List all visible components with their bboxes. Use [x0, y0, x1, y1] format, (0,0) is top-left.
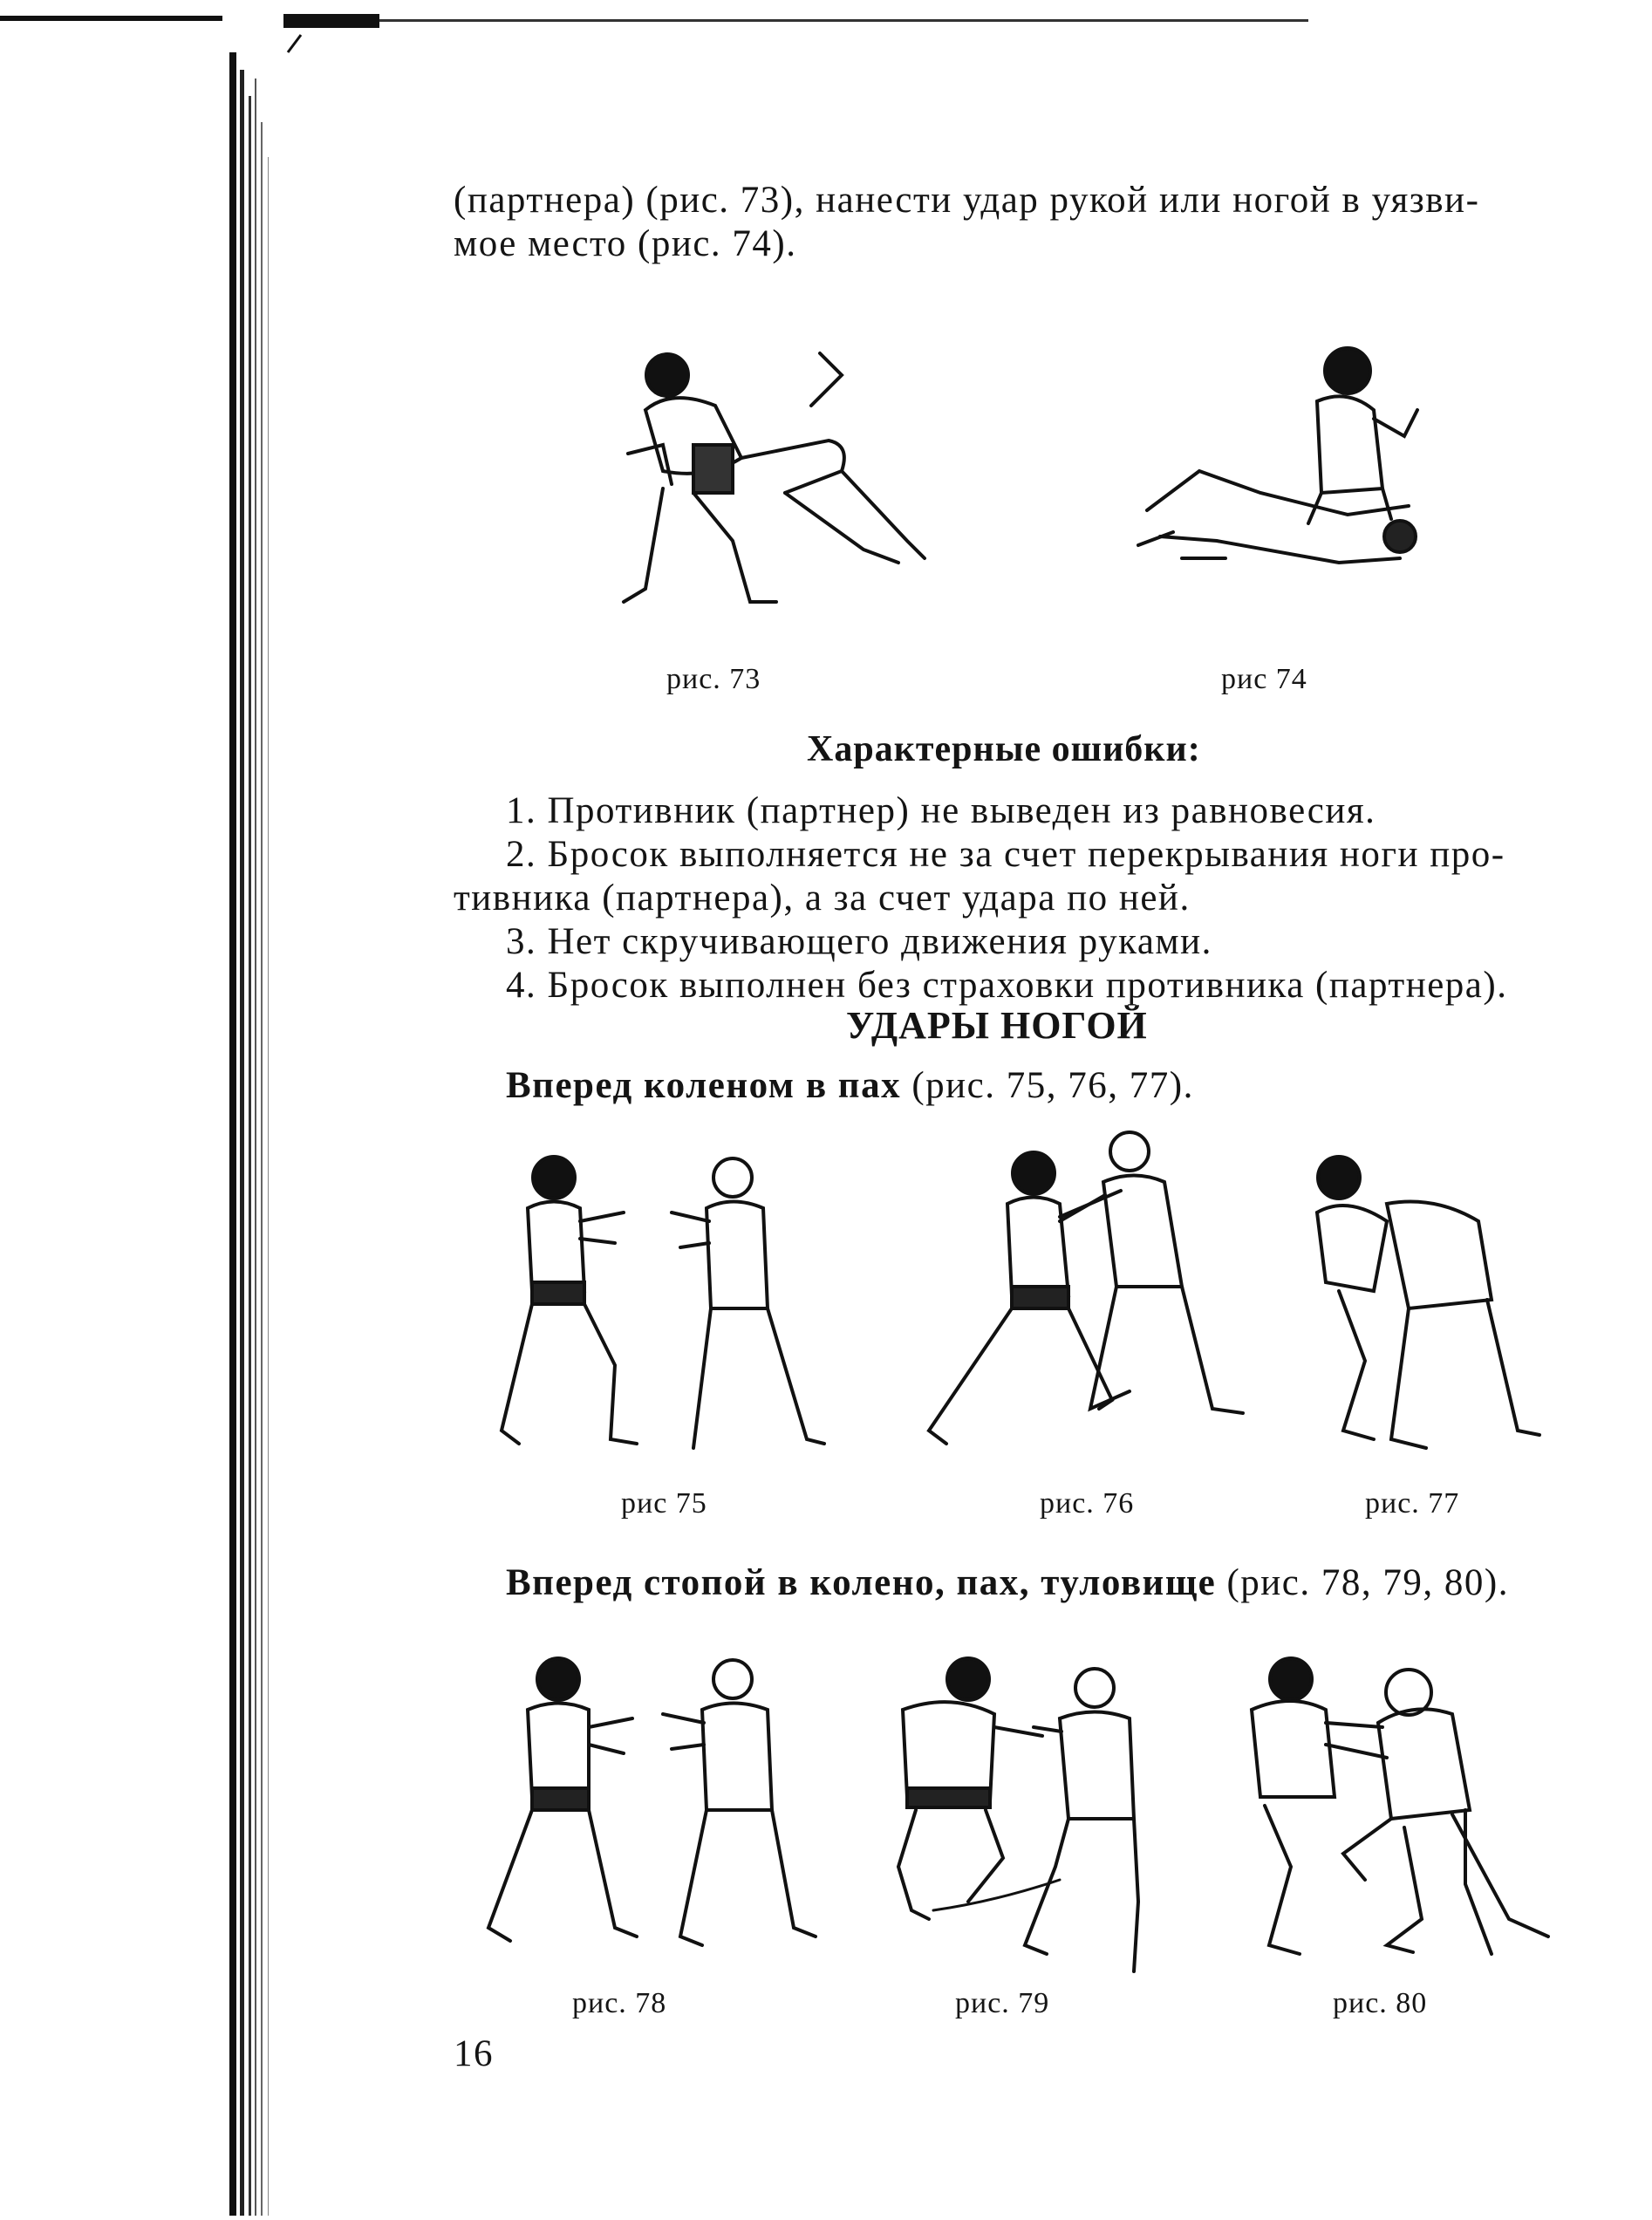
figure-80-illustration	[1230, 1640, 1557, 1971]
list-item: 2. Бросок выполняется не за счет перекрывания ноги про-	[506, 834, 1505, 875]
subsection-2-refs: (рис. 78, 79, 80).	[1216, 1562, 1509, 1603]
figure-78-caption: рис. 78	[572, 1987, 667, 2019]
list-item: 3. Нет скручивающего движения руками.	[506, 921, 1212, 962]
subsection-2	[506, 1561, 1509, 1605]
page-number: 16	[454, 2033, 494, 2074]
errors-list-continuation	[454, 877, 1191, 920]
list-item: тивника (партнера), а за счет удара по ней.	[454, 878, 1191, 919]
figure-75-caption: рис 75	[621, 1487, 707, 1520]
figure-76-caption: рис. 76	[1040, 1487, 1135, 1520]
figure-78-illustration	[475, 1649, 824, 1963]
figure-76-illustration	[911, 1121, 1260, 1470]
figure-74-caption: рис 74	[1221, 663, 1307, 695]
figure-74-illustration	[1121, 340, 1435, 602]
list-item: 1. Противник (партнер) не выведен из равновесия.	[506, 790, 1376, 831]
figure-79-illustration	[872, 1649, 1169, 1989]
subsection-2-title: Вперед стопой в колено, пах, туловище	[506, 1562, 1217, 1603]
section-title: УДАРЫ НОГОЙ	[846, 1004, 1148, 1047]
figure-79-caption: рис. 79	[955, 1987, 1050, 2019]
subsection-1-title: Вперед коленом в пах	[506, 1065, 902, 1106]
subsection-1	[506, 1064, 1194, 1108]
binding-edge	[222, 0, 283, 2220]
figure-77-caption: рис. 77	[1365, 1487, 1460, 1520]
errors-list	[506, 789, 1505, 877]
intro-line-2: мое место (рис. 74).	[454, 223, 797, 264]
figure-73-illustration	[611, 340, 942, 619]
figure-75-illustration	[484, 1143, 833, 1465]
list-item: 4. Бросок выполнен без страховки противника (партнера).	[506, 965, 1508, 1006]
intro-paragraph	[454, 179, 1479, 266]
figure-80-caption: рис. 80	[1333, 1987, 1428, 2019]
errors-title: Характерные ошибки:	[807, 729, 1201, 769]
figure-77-illustration	[1304, 1143, 1544, 1474]
subsection-1-refs: (рис. 75, 76, 77).	[901, 1065, 1194, 1106]
figure-73-caption: рис. 73	[666, 663, 761, 695]
intro-line-1: (партнера) (рис. 73), нанести удар рукой или ногой в уязви-	[454, 180, 1480, 221]
errors-list-tail	[506, 920, 1507, 1008]
